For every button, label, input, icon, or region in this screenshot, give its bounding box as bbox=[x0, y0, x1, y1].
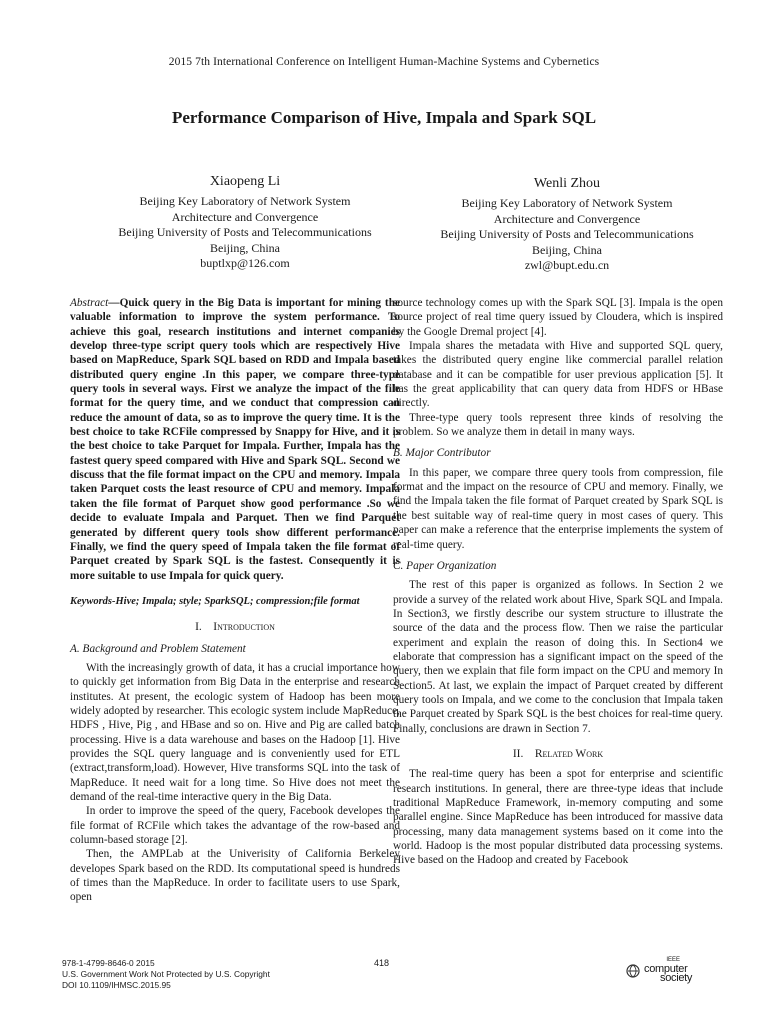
author-affiliation: Architecture and Convergence bbox=[493, 211, 641, 226]
paragraph: With the increasingly growth of data, it has a crucial importance how to quickly get information from Big Data in the enterprise and research institutes. At present, the ecologic system of Hadoop has been more widely adopted by researcher. This ecologic system include MapReduce, HDFS , Hive, Pig , and HBase and so on. Hive and Pig are called batch processing. Hive is a data warehouse and bases on the Hadoop [1]. Hive provides the SQL query language and is conveniently used for ETL (extract,transform,load). However, Hive transforms SQL into the task of MapReduce. It need wait for a long time. So Hive does not meet the demand of the real-time interactive query in the Big Data. bbox=[70, 661, 400, 803]
author-affiliation: Architecture and Convergence bbox=[171, 209, 319, 224]
author-affiliation: Beijing University of Posts and Telecommunications bbox=[118, 225, 372, 240]
paragraph: The rest of this paper is organized as follows. In Section 2 we provide a survey of the related work about Hive, Spark SQL and Impala. In Section3, we firstly describe our system structure to illustrate the source of the data and the process flow. Then we raise the particular experiment and explain the reason of doing this. In Section4 we elaborate that compression has a significant impact on the speed of the query, then we explain that file form impact on the CPU and memory In Section5. At last, we explain the impact of Parquet created by different query tools on Impala, and we come to the conclusion that Impala taken the Parquet created by Spark SQL is the best choices for real-time query. Finally, conclusions are drawn in Section 7. bbox=[393, 579, 723, 735]
logo-text bbox=[644, 956, 692, 983]
paragraph: Impala shares the metadata with Hive and supported SQL query, takes the distributed query engine like commercial parallel relation database and it can be compatible for user previous application [5]. It has the great applicability that can query data from HDFS or HBase directly. bbox=[393, 340, 723, 410]
footer-isbn: 978-1-4799-8646-0 2015 bbox=[62, 958, 155, 968]
paper-title: Performance Comparison of Hive, Impala and Spark SQL bbox=[171, 108, 597, 127]
author-affiliation: Beijing Key Laboratory of Network System bbox=[461, 196, 673, 211]
section-title: Related Work bbox=[534, 747, 604, 760]
author-email: zwl@bupt.edu.cn bbox=[524, 258, 610, 273]
paragraph: source technology comes up with the Spark SQL [3]. Impala is the open source project of real time query issued by Cloudera, which is inspired by the Google Dremal project [4]. bbox=[393, 297, 723, 338]
section-number: II. bbox=[512, 747, 524, 760]
computer-society-logo bbox=[626, 956, 706, 982]
logo-computer: computer bbox=[644, 963, 688, 975]
author-block-2 bbox=[392, 176, 742, 273]
footer-info bbox=[62, 958, 270, 992]
right-column bbox=[393, 296, 723, 868]
subsection-heading-a: A. Background and Problem Statement bbox=[70, 642, 246, 655]
section-heading-related-work bbox=[393, 747, 723, 761]
paragraph: The real-time query has been a spot for enterprise and scientific research institutions. In general, there are three-type ideas that include traditional MapReduce Framework, in-memory computing and some parallel engine. Since MapReduce has been introduced for massive data processing, many data management systems based on it come into the world. Hadoop is the most popular distributed data processing systems. Hive based on the Hadoop and created by Facebook bbox=[393, 768, 723, 867]
keywords: Keywords-Hive; Impala; style; SparkSQL; compression;file format bbox=[70, 595, 360, 607]
author-name: Xiaopeng Li bbox=[209, 174, 281, 189]
author-location: Beijing, China bbox=[210, 240, 280, 255]
section-title: Introduction bbox=[213, 621, 275, 634]
abstract-dash: — bbox=[108, 297, 120, 309]
left-column bbox=[70, 296, 400, 905]
author-block-1 bbox=[70, 174, 420, 271]
globe-icon bbox=[626, 964, 640, 978]
author-name: Wenli Zhou bbox=[533, 176, 601, 191]
footer-doi: DOI 10.1109/IHMSC.2015.95 bbox=[62, 980, 171, 991]
abstract-label: Abstract bbox=[70, 297, 109, 309]
abstract-text: Quick query in the Big Data is important for mining the valuable information to improve the system performance. To achieve this goal, research institutions and internet companies develop three-type script query tools which are respectively Hive based on MapReduce, Spark SQL based on RDD and Impala based distributed query engine .In this paper, we compare three-type query tools in several ways. First we analyze the impact of the file format for the query time, and we conduct that compression can reduce the amount of data, so as to improve the query time. It is the best choice to take RCFile compressed by Snappy for Hive, and it is the best choice to take Parquet for Impala. Further, Impala has the fastest query speed compared with Hive and Spark SQL. Second we discuss that the file format impact on the CPU and memory. Impala taken Parquet costs the least resource of CPU and memory. Impala taken the file format of Parquet show good performance .So we decide to evaluate Impala and Parquet. Then we find Parquet generated by different query tools show different performance. Finally, we find the query speed of Impala taken the file format of Parquet created by Spark SQL is the fastest. Consequently it is more suitable to use Impala for quick query. bbox=[70, 297, 400, 582]
paragraph: Then, the AMPLab at the Univerisity of California Berkeley developes Spark based on the RDD. Its computational speed is hundreds of times than the MapReduce. In order to facilitate users to use Spark, open bbox=[70, 848, 400, 904]
abstract bbox=[70, 296, 400, 583]
section-heading-introduction bbox=[70, 620, 400, 634]
logo-society: society bbox=[660, 972, 693, 984]
section-number: I. bbox=[195, 621, 202, 634]
paragraph: In this paper, we compare three query tools from compression, file format and the impact on the resource of CPU and memory. Finally, we find the Impala taken the file format of Parquet created by Spark SQL is the best suitable way of real-time query in most cases of query. This paper can make a reference that the enterprise implements the system of real-time query. bbox=[393, 466, 723, 551]
paragraph: In order to improve the speed of the query, Facebook developes the file format of RCFile which takes the advantage of the row-based and column-based storage [2]. bbox=[70, 805, 400, 847]
author-affiliation: Beijing Key Laboratory of Network System bbox=[139, 194, 351, 209]
author-location: Beijing, China bbox=[532, 242, 602, 257]
author-email: buptlxp@126.com bbox=[200, 256, 290, 271]
logo-ieee: IEEE bbox=[666, 957, 680, 963]
author-affiliation: Beijing University of Posts and Telecommunications bbox=[440, 227, 694, 242]
conference-header: 2015 7th International Conference on Intelligent Human-Machine Systems and Cybernetics bbox=[168, 56, 600, 68]
paragraph: Three-type query tools represent three kinds of resolving the problem. So we analyze them in detail in many ways. bbox=[393, 411, 723, 439]
footer-copyright: U.S. Government Work Not Protected by U.S. Copyright bbox=[62, 969, 270, 980]
subsection-heading-c: C. Paper Organization bbox=[393, 559, 497, 572]
subsection-heading-b: B. Major Contributor bbox=[393, 447, 491, 460]
page-number: 418 bbox=[374, 958, 390, 968]
